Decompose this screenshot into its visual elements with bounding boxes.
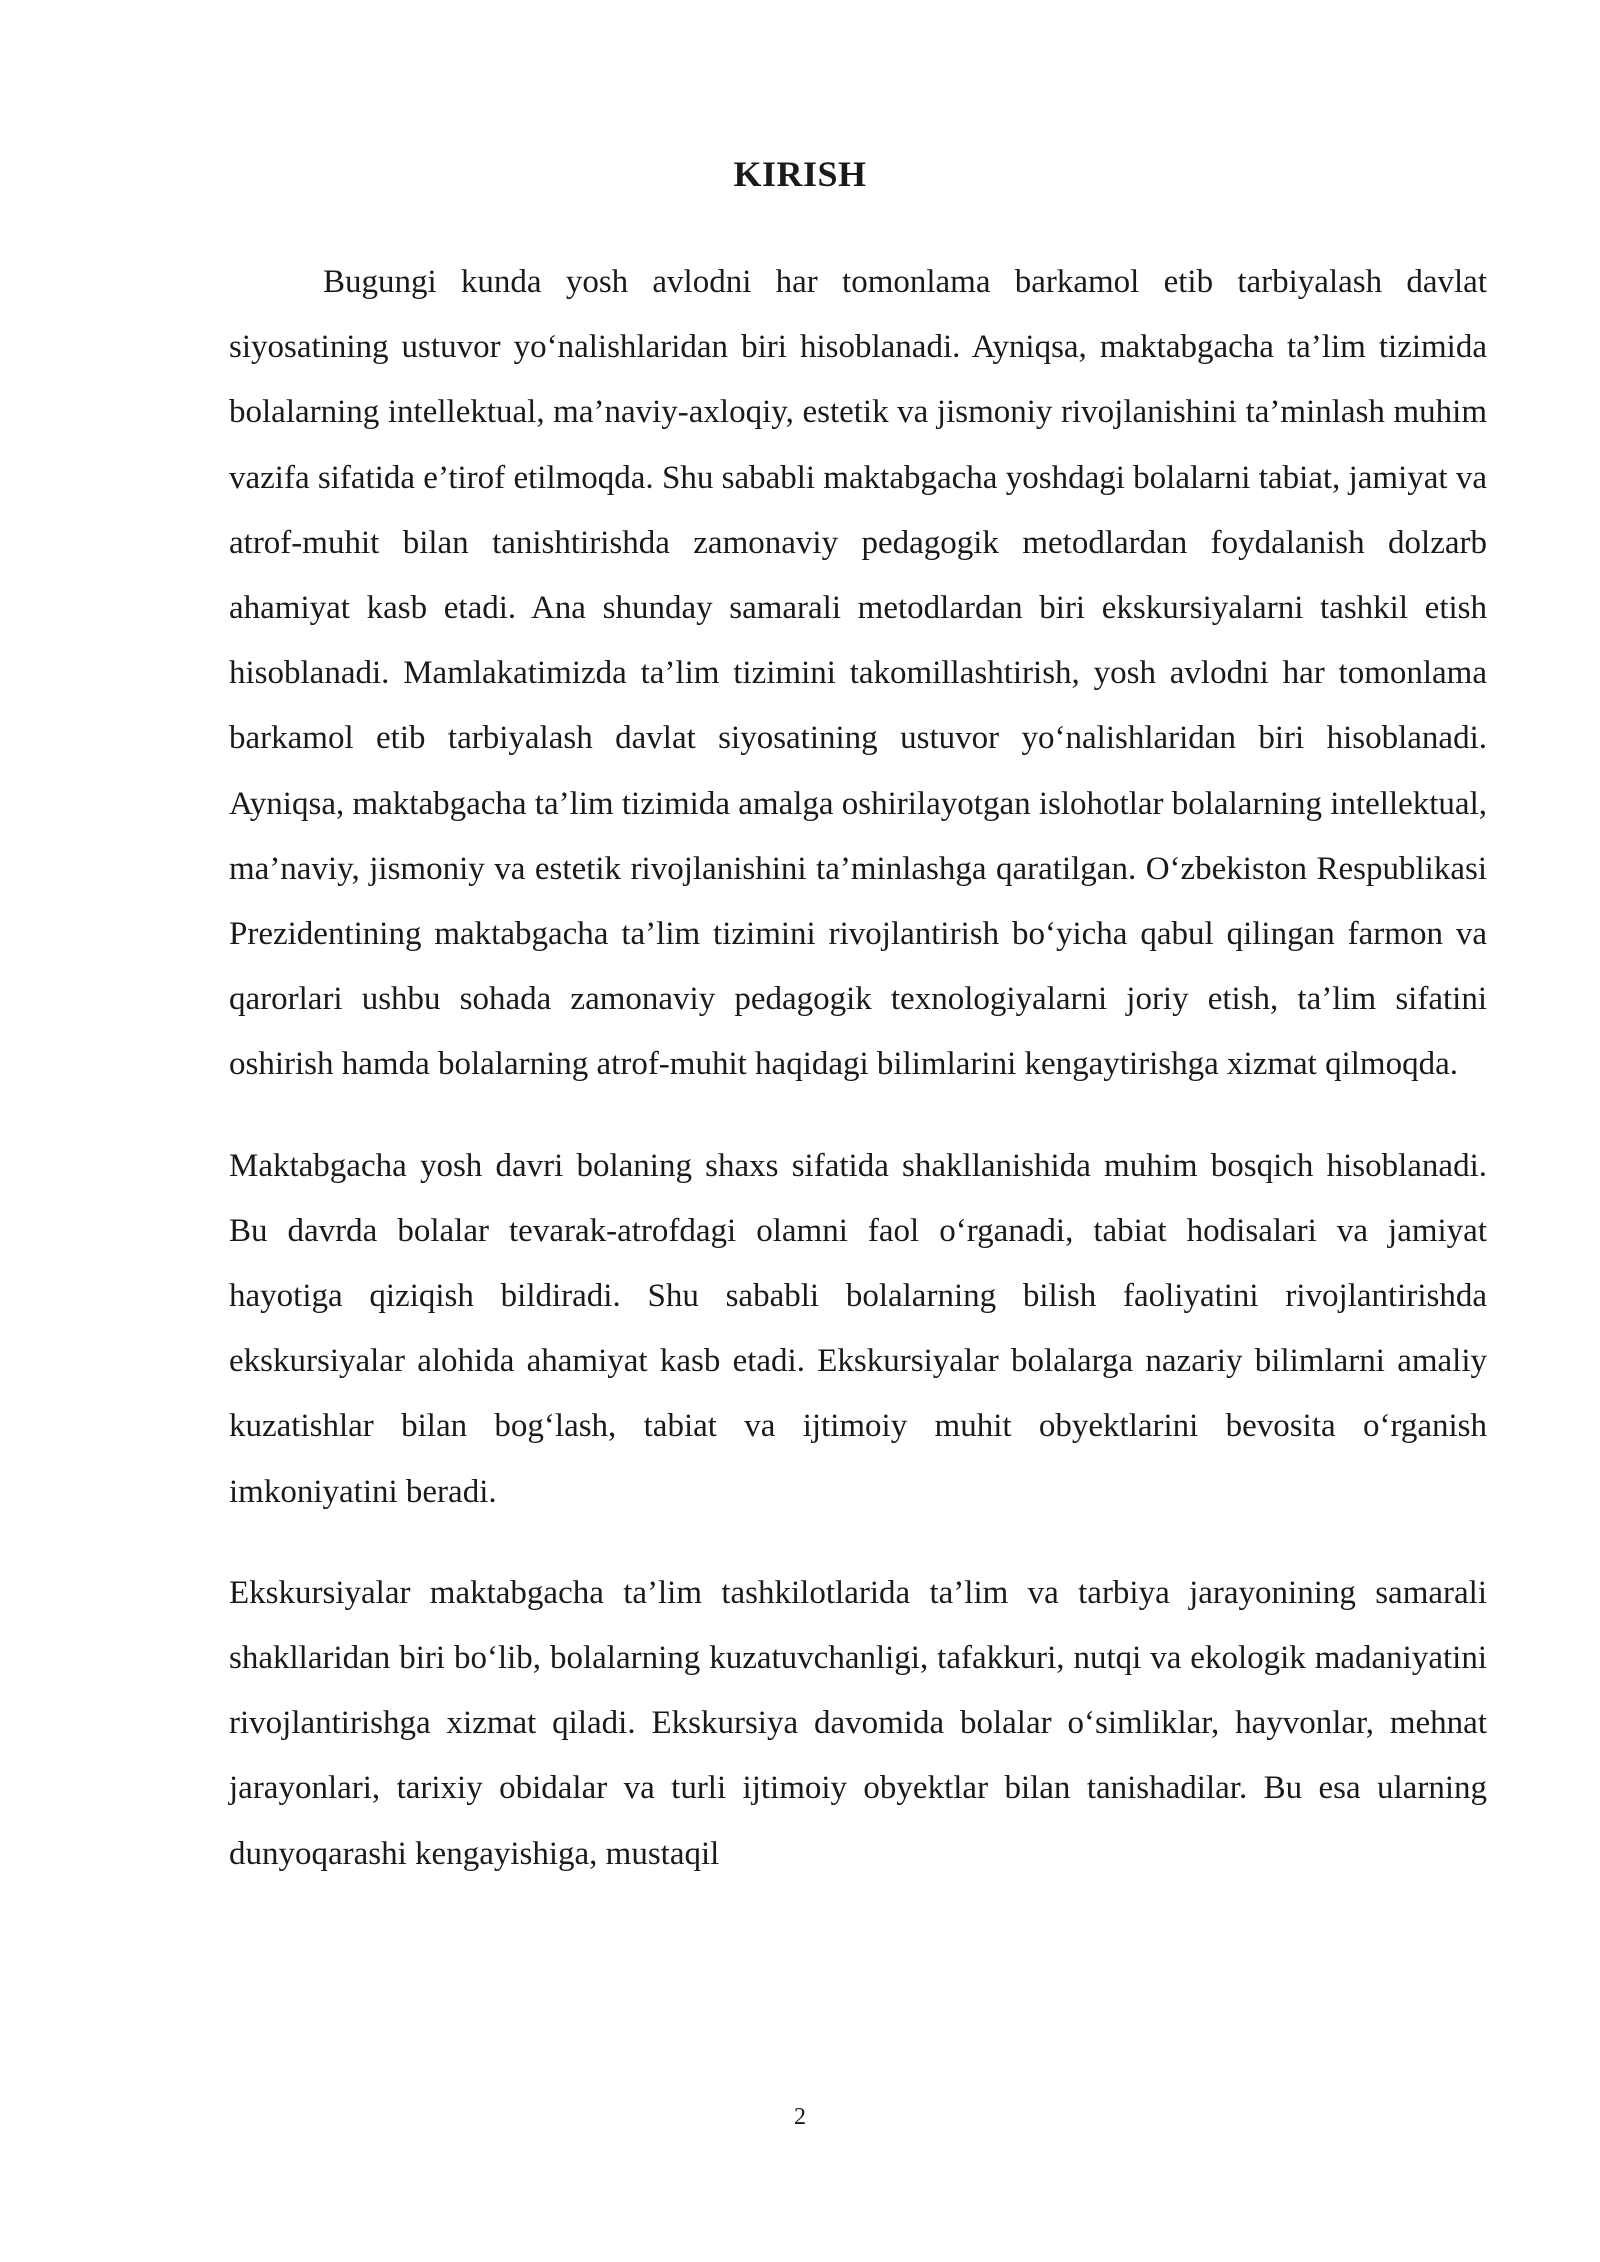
page-number: 2 [794,2104,806,2130]
body-text [229,250,1487,1923]
paragraph-preschool-age: Maktabgacha yosh davri bolaning shaxs sifatida shakllanishida muhim bosqich hisoblanadi. Bu davrda bolalar tevarak-atrofdagi olamni faol o‘rganadi, tabiat hodisalari va jamiyat hayotiga qiziqish bildiradi. Shu sababli bolalarning bilish faoliyatini rivojlantirishda ekskursiyalar alohida ahamiyat kasb etadi. Ekskursiyalar bolalarga nazariy bilimlarni amaliy kuzatishlar bilan bog‘lash, tabiat va ijtimoiy muhit obyektlarini bevosita o‘rganish imkoniyatini beradi. [229,1147,1487,1510]
paragraph-excursions: Ekskursiyalar maktabgacha ta’lim tashkilotlarida ta’lim va tarbiya jarayonining samarali shakllaridan biri bo‘lib, bolalarning kuzatuvchanligi, tafakkuri, nutqi va ekologik madaniyatini rivojlantirishga xizmat qiladi. Ekskursiya davomida bolalar o‘simliklar, hayvonlar, mehnat jarayonlari, tarixiy obidalar va turli ijtimoiy obyektlar bilan tanishadilar. Bu esa ularning dunyoqarashi kengayishiga, mustaqil [229,1574,1487,1872]
paragraph-intro: Bugungi kunda yosh avlodni har tomonlama barkamol etib tarbiyalash davlat siyosatining ustuvor yo‘nalishlaridan biri hisoblanadi. Ayniqsa, maktabgacha ta’lim tizimida bolalarning intellektual, ma’naviy-axloqiy, estetik va jismoniy rivojlanishini ta’minlash muhim vazifa sifatida e’tirof etilmoqda. Shu sababli maktabgacha yoshdagi bolalarni tabiat, jamiyat va atrof-muhit bilan tanishtirishda zamonaviy pedagogik metodlardan foydalanish dolzarb ahamiyat kasb etadi. Ana shunday samarali metodlardan biri ekskursiyalarni tashkil etish hisoblanadi. Mamlakatimizda ta’lim tizimini takomillashtirish, yosh avlodni har tomonlama barkamol etib tarbiyalash davlat siyosatining ustuvor yo‘nalishlaridan biri hisoblanadi. Ayniqsa, maktabgacha ta’lim tizimida amalga oshirilayotgan islohotlar bolalarning intellektual, ma’naviy, jismoniy va estetik rivojlanishini ta’minlashga qaratilgan. O‘zbekiston Respublikasi Prezidentining maktabgacha ta’lim tizimini rivojlantirish bo‘yicha qabul qilingan farmon va qarorlari ushbu sohada zamonaviy pedagogik texnologiyalarni joriy etish, ta’lim sifatini oshirish hamda bolalarning atrof-muhit haqidagi bilimlarini kengaytirishga xizmat qilmoqda. [229,264,1487,1083]
section-title: KIRISH [733,154,867,194]
